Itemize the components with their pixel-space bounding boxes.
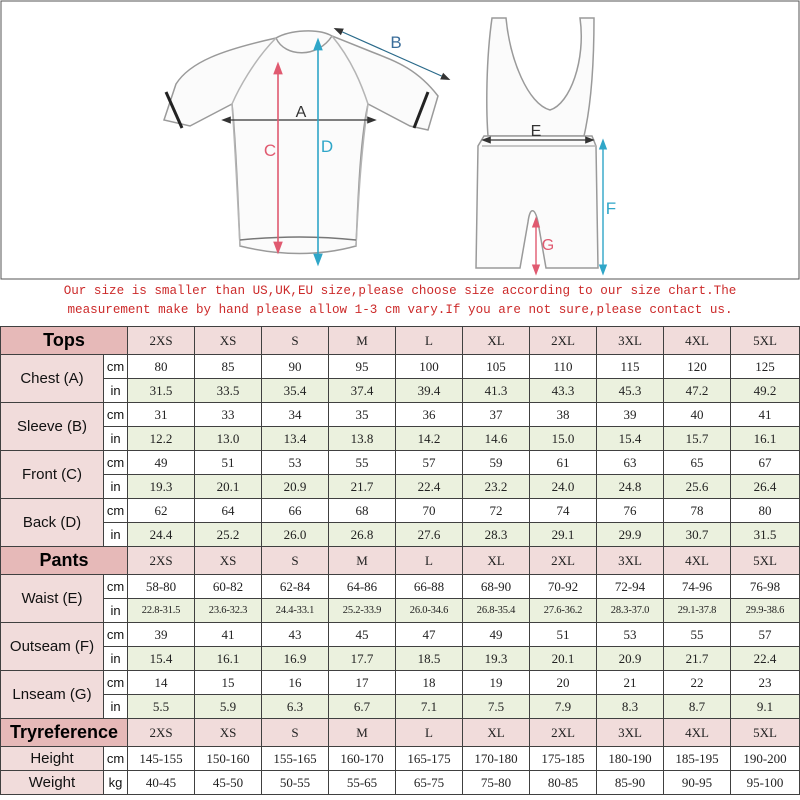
tops-row-0-cm [1, 355, 800, 379]
measurement-value: 41 [195, 623, 262, 647]
measurement-value: 110 [530, 355, 597, 379]
measurement-value: 20 [530, 671, 597, 695]
unit-label: in [104, 695, 128, 719]
measurement-value: 38 [530, 403, 597, 427]
measurement-value: 7.9 [530, 695, 597, 719]
reference-value: 95-100 [731, 771, 800, 795]
tops-header-row [1, 327, 800, 355]
measurement-value: 45.3 [597, 379, 664, 403]
measurement-value: 26.4 [731, 475, 800, 499]
measurement-value: 14 [128, 671, 195, 695]
measurement-value: 41.3 [463, 379, 530, 403]
measurement-value: 22 [664, 671, 731, 695]
measurement-value: 5.5 [128, 695, 195, 719]
reference-section-title: Tryreference [1, 719, 128, 747]
size-header-2xl: 2XL [530, 719, 597, 747]
measure-e-label: E [530, 123, 542, 140]
measurement-value: 6.3 [262, 695, 329, 719]
measurement-value: 51 [195, 451, 262, 475]
measurement-value: 55 [664, 623, 731, 647]
measurement-value: 72-94 [597, 575, 664, 599]
size-header-l: L [396, 547, 463, 575]
measurement-value: 100 [396, 355, 463, 379]
measure-f-label: F [605, 199, 617, 218]
reference-value: 90-95 [664, 771, 731, 795]
size-header-2xs: 2XS [128, 719, 195, 747]
reference-value: 50-55 [262, 771, 329, 795]
measurement-value: 21.7 [664, 647, 731, 671]
size-header-m: M [329, 327, 396, 355]
measurement-value: 53 [597, 623, 664, 647]
size-header-3xl: 3XL [597, 719, 664, 747]
measurement-value: 33 [195, 403, 262, 427]
measurement-value: 19 [463, 671, 530, 695]
size-header-l: L [396, 719, 463, 747]
size-header-3xl: 3XL [597, 547, 664, 575]
size-header-xs: XS [195, 327, 262, 355]
measurement-value: 57 [396, 451, 463, 475]
measurement-value: 19.3 [128, 475, 195, 499]
measurement-value: 25.2 [195, 523, 262, 547]
measure-a-label: A [295, 104, 307, 121]
reference-value: 85-90 [597, 771, 664, 795]
reference-value: 145-155 [128, 747, 195, 771]
measurement-value: 90 [262, 355, 329, 379]
measurement-value: 58-80 [128, 575, 195, 599]
tops-row-3-in [1, 523, 800, 547]
size-header-xs: XS [195, 547, 262, 575]
unit-label: cm [104, 403, 128, 427]
reference-value: 170-180 [463, 747, 530, 771]
unit-label: in [104, 427, 128, 451]
measurement-value: 8.7 [664, 695, 731, 719]
measurement-value: 39.4 [396, 379, 463, 403]
reference-value: 185-195 [664, 747, 731, 771]
reference-label-height: Height [1, 747, 104, 771]
measurement-value: 36 [396, 403, 463, 427]
measurement-value: 29.9-38.6 [731, 599, 800, 623]
size-notice [0, 282, 800, 326]
measurement-value: 7.1 [396, 695, 463, 719]
pants-row-1-in [1, 647, 800, 671]
measurement-value: 76 [597, 499, 664, 523]
size-header-2xl: 2XL [530, 547, 597, 575]
measurement-value: 27.6-36.2 [530, 599, 597, 623]
measurement-value: 31.5 [731, 523, 800, 547]
unit-label: in [104, 475, 128, 499]
measure-g-label: G [541, 237, 555, 254]
measurement-value: 65 [664, 451, 731, 475]
measurement-value: 49 [128, 451, 195, 475]
measurement-value: 78 [664, 499, 731, 523]
measurement-value: 68-90 [463, 575, 530, 599]
measurement-value: 22.4 [731, 647, 800, 671]
measurement-value: 64-86 [329, 575, 396, 599]
measurement-value: 34 [262, 403, 329, 427]
reference-value: 180-190 [597, 747, 664, 771]
measurement-value: 9.1 [731, 695, 800, 719]
size-header-xs: XS [195, 719, 262, 747]
measurement-value: 15 [195, 671, 262, 695]
measurement-value: 13.0 [195, 427, 262, 451]
notice-line-1: Our size is smaller than US,UK,EU size,please choose size according to our size chart.The [63, 284, 737, 298]
tops-row-3-cm [1, 499, 800, 523]
unit-label: cm [104, 575, 128, 599]
size-header-xl: XL [463, 327, 530, 355]
tops-section-title: Tops [1, 327, 128, 355]
measurement-diagram [0, 0, 800, 280]
measurement-value: 13.4 [262, 427, 329, 451]
measurement-value: 20.1 [195, 475, 262, 499]
size-header-xl: XL [463, 547, 530, 575]
reference-value: 80-85 [530, 771, 597, 795]
measurement-value: 19.3 [463, 647, 530, 671]
size-header-5xl: 5XL [731, 547, 800, 575]
measurement-value: 80 [731, 499, 800, 523]
measurement-value: 72 [463, 499, 530, 523]
unit-label: in [104, 647, 128, 671]
measurement-value: 66-88 [396, 575, 463, 599]
reference-value: 75-80 [463, 771, 530, 795]
pants-row-0-in [1, 599, 800, 623]
measurement-label: Back (D) [1, 499, 104, 547]
tops-row-2-in [1, 475, 800, 499]
measurement-value: 12.2 [128, 427, 195, 451]
measurement-value: 76-98 [731, 575, 800, 599]
size-header-2xs: 2XS [128, 547, 195, 575]
measurement-value: 13.8 [329, 427, 396, 451]
unit-label: cm [104, 355, 128, 379]
measurement-label: Outseam (F) [1, 623, 104, 671]
measurement-value: 25.6 [664, 475, 731, 499]
size-header-3xl: 3XL [597, 327, 664, 355]
reference-value: 45-50 [195, 771, 262, 795]
unit-label: cm [104, 451, 128, 475]
measurement-value: 35.4 [262, 379, 329, 403]
measurement-value: 17 [329, 671, 396, 695]
reference-label-weight: Weight [1, 771, 104, 795]
measurement-value: 18 [396, 671, 463, 695]
notice-line-2: measurement make by hand please allow 1-3 cm vary.If you are not sure,please contact us. [67, 303, 733, 317]
unit-label: in [104, 379, 128, 403]
measurement-value: 61 [530, 451, 597, 475]
measurement-value: 70 [396, 499, 463, 523]
reference-value: 150-160 [195, 747, 262, 771]
size-header-s: S [262, 327, 329, 355]
measurement-value: 49.2 [731, 379, 800, 403]
pants-header-row [1, 547, 800, 575]
pants-row-2-cm [1, 671, 800, 695]
measurement-value: 74-96 [664, 575, 731, 599]
measurement-value: 5.9 [195, 695, 262, 719]
measurement-value: 68 [329, 499, 396, 523]
measurement-value: 74 [530, 499, 597, 523]
size-header-xl: XL [463, 719, 530, 747]
tops-row-0-in [1, 379, 800, 403]
tops-row-1-in [1, 427, 800, 451]
measurement-value: 31 [128, 403, 195, 427]
measurement-value: 60-82 [195, 575, 262, 599]
pants-section-title: Pants [1, 547, 128, 575]
measurement-value: 64 [195, 499, 262, 523]
measurement-value: 15.0 [530, 427, 597, 451]
measurement-value: 29.1 [530, 523, 597, 547]
measurement-value: 26.8 [329, 523, 396, 547]
measurement-value: 20.9 [597, 647, 664, 671]
measurement-value: 24.4 [128, 523, 195, 547]
unit-label: cm [104, 499, 128, 523]
measurement-value: 29.9 [597, 523, 664, 547]
measurement-value: 24.8 [597, 475, 664, 499]
measurement-value: 95 [329, 355, 396, 379]
measurement-value: 80 [128, 355, 195, 379]
measurement-value: 28.3 [463, 523, 530, 547]
measurement-value: 21 [597, 671, 664, 695]
measurement-value: 43.3 [530, 379, 597, 403]
measurement-label: Chest (A) [1, 355, 104, 403]
size-header-4xl: 4XL [664, 547, 731, 575]
reference-weight-row [1, 771, 800, 795]
measurement-value: 8.3 [597, 695, 664, 719]
measurement-value: 105 [463, 355, 530, 379]
reference-value: 40-45 [128, 771, 195, 795]
measurement-label: Lnseam (G) [1, 671, 104, 719]
measurement-value: 67 [731, 451, 800, 475]
unit-label: kg [104, 771, 128, 795]
measurement-value: 120 [664, 355, 731, 379]
measurement-value: 16.1 [731, 427, 800, 451]
measurement-value: 45 [329, 623, 396, 647]
measurement-value: 24.4-33.1 [262, 599, 329, 623]
measure-b-label: B [390, 33, 402, 52]
size-header-s: S [262, 719, 329, 747]
measurement-value: 33.5 [195, 379, 262, 403]
measurement-value: 27.6 [396, 523, 463, 547]
measurement-value: 28.3-37.0 [597, 599, 664, 623]
measurement-value: 31.5 [128, 379, 195, 403]
measurement-value: 14.2 [396, 427, 463, 451]
measurement-value: 49 [463, 623, 530, 647]
measurement-value: 43 [262, 623, 329, 647]
measurement-value: 23.2 [463, 475, 530, 499]
pants-row-1-cm [1, 623, 800, 647]
tops-row-1-cm [1, 403, 800, 427]
unit-label: cm [104, 747, 128, 771]
measurement-value: 16 [262, 671, 329, 695]
measurement-value: 26.8-35.4 [463, 599, 530, 623]
measure-c-label: C [263, 141, 277, 160]
measurement-label: Waist (E) [1, 575, 104, 623]
reference-height-row [1, 747, 800, 771]
tops-row-2-cm [1, 451, 800, 475]
size-header-m: M [329, 547, 396, 575]
measurement-value: 70-92 [530, 575, 597, 599]
reference-value: 190-200 [731, 747, 800, 771]
measurement-value: 85 [195, 355, 262, 379]
measurement-value: 53 [262, 451, 329, 475]
size-header-2xs: 2XS [128, 327, 195, 355]
pants-row-0-cm [1, 575, 800, 599]
measurement-value: 23 [731, 671, 800, 695]
measurement-value: 25.2-33.9 [329, 599, 396, 623]
measurement-value: 47.2 [664, 379, 731, 403]
measurement-value: 22.4 [396, 475, 463, 499]
size-chart-table [0, 326, 800, 795]
pants-row-2-in [1, 695, 800, 719]
unit-label: in [104, 599, 128, 623]
measurement-value: 15.7 [664, 427, 731, 451]
measurement-value: 40 [664, 403, 731, 427]
measurement-label: Front (C) [1, 451, 104, 499]
measurement-value: 21.7 [329, 475, 396, 499]
measurement-value: 37.4 [329, 379, 396, 403]
measurement-value: 18.5 [396, 647, 463, 671]
measurement-value: 62 [128, 499, 195, 523]
measurement-value: 17.7 [329, 647, 396, 671]
measurement-label: Sleeve (B) [1, 403, 104, 451]
measurement-value: 26.0 [262, 523, 329, 547]
measurement-value: 30.7 [664, 523, 731, 547]
measurement-value: 16.9 [262, 647, 329, 671]
measurement-value: 37 [463, 403, 530, 427]
size-header-5xl: 5XL [731, 327, 800, 355]
reference-value: 165-175 [396, 747, 463, 771]
measurement-value: 51 [530, 623, 597, 647]
measurement-value: 62-84 [262, 575, 329, 599]
unit-label: cm [104, 671, 128, 695]
measurement-value: 26.0-34.6 [396, 599, 463, 623]
measurement-value: 63 [597, 451, 664, 475]
measurement-value: 41 [731, 403, 800, 427]
size-header-2xl: 2XL [530, 327, 597, 355]
measurement-value: 7.5 [463, 695, 530, 719]
measurement-value: 39 [128, 623, 195, 647]
measurement-value: 23.6-32.3 [195, 599, 262, 623]
measurement-value: 14.6 [463, 427, 530, 451]
measurement-value: 47 [396, 623, 463, 647]
measurement-value: 20.1 [530, 647, 597, 671]
measurement-value: 15.4 [128, 647, 195, 671]
measure-d-label: D [320, 137, 334, 156]
reference-value: 55-65 [329, 771, 396, 795]
reference-value: 175-185 [530, 747, 597, 771]
measurement-value: 22.8-31.5 [128, 599, 195, 623]
measurement-value: 125 [731, 355, 800, 379]
measurement-value: 20.9 [262, 475, 329, 499]
measurement-value: 6.7 [329, 695, 396, 719]
measurement-value: 16.1 [195, 647, 262, 671]
reference-value: 155-165 [262, 747, 329, 771]
reference-header-row [1, 719, 800, 747]
measurement-value: 59 [463, 451, 530, 475]
size-header-m: M [329, 719, 396, 747]
measurement-value: 24.0 [530, 475, 597, 499]
measurement-value: 115 [597, 355, 664, 379]
measurement-value: 57 [731, 623, 800, 647]
measurement-value: 29.1-37.8 [664, 599, 731, 623]
size-header-4xl: 4XL [664, 327, 731, 355]
measurement-value: 55 [329, 451, 396, 475]
reference-value: 65-75 [396, 771, 463, 795]
unit-label: cm [104, 623, 128, 647]
measurement-value: 35 [329, 403, 396, 427]
size-header-4xl: 4XL [664, 719, 731, 747]
measurement-value: 15.4 [597, 427, 664, 451]
size-header-l: L [396, 327, 463, 355]
reference-value: 160-170 [329, 747, 396, 771]
size-header-s: S [262, 547, 329, 575]
measurement-value: 66 [262, 499, 329, 523]
unit-label: in [104, 523, 128, 547]
measurement-value: 39 [597, 403, 664, 427]
size-header-5xl: 5XL [731, 719, 800, 747]
